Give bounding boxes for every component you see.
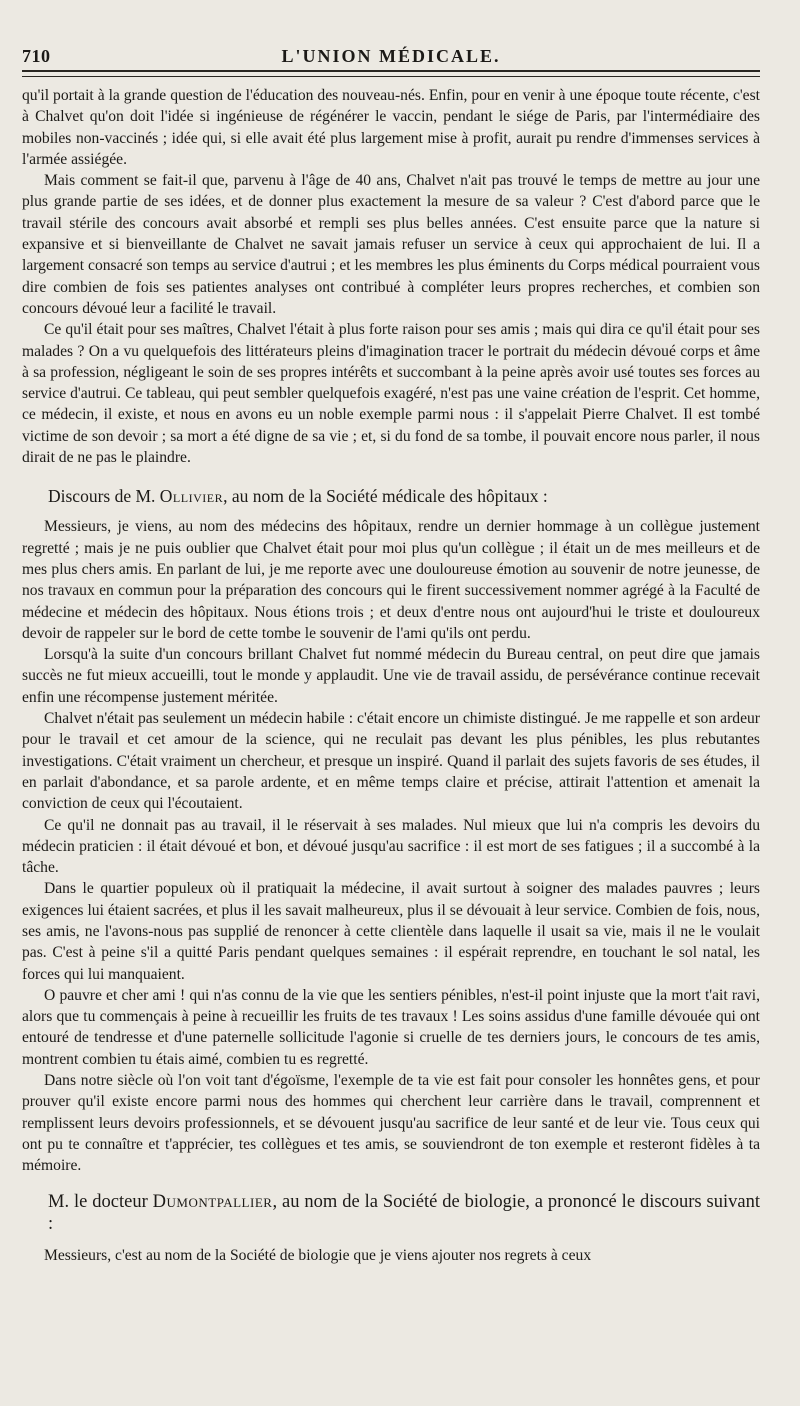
speaker-name: Dumontpallier [152, 1191, 273, 1212]
paragraph: O pauvre et cher ami ! qui n'as connu de la vie que les sentiers pénibles, n'est-il point injuste que la mort t'ait ravi, alors que tu commençais à peine à recueillir les fruits de tes travaux ! Les soins assidus d'une famille dévouée qui ont entouré de tendresse et d'une paternelle sollicitude l'agonie si cruelle de tes derniers jours, le concours de tes amis, montrent combien tu étais aimé, combien tu es regretté. [22, 986, 760, 1068]
header-rule [22, 76, 760, 77]
section-heading-prefix: M. le docteur [48, 1191, 153, 1212]
paragraph: Messieurs, c'est au nom de la Société de biologie que je viens ajouter nos regrets à ceux [44, 1246, 592, 1264]
paragraph: Mais comment se fait-il que, parvenu à l'âge de 40 ans, Chalvet n'ait pas trouvé le temps de mettre au jour une plus grande partie de ses idées, et de donner plus exactement la mesure de sa valeur ? C'est d'abord parce que le travail stérile des concours avait absorbé et rempli ses plus belles années. C'est ensuite parce que la nature si expansive et si bienveillante de Chalvet ne savait jamais refuser un service à ceux qui approchaient de lui. Il a largement consacré son temps au service d'autrui ; et les membres les plus éminents du Corps médical pourraient vous dire combien de fois ses patientes analyses ont contribué à compléter leurs propres recherches, et combien son concours dévoué leur a facilité le travail. [22, 172, 760, 317]
running-title: L'UNION MÉDICALE. [281, 46, 501, 66]
paragraph: Dans le quartier populeux où il pratiquait la médecine, il avait surtout à soigner des malades pauvres ; leurs exigences lui étaient sacrées, et plus il les savait malheureux, plus il se dévouait à leur service. Combien de fois, nous, ses amis, ne l'avons-nous pas supplié de renoncer à cette clientèle dans laquelle il usait sa vie, mais il ne le voulait pas. C'est à peine s'il a quitté Paris pendant quelques semaines : il espérait reprendre, en touchant le sol natal, les forces qui lui manquaient. [22, 880, 760, 983]
paragraph: Chalvet n'était pas seulement un médecin habile : c'était encore un chimiste distingué. Je me rappelle et son ardeur pour le travail et cet amour de la science, qui ne reculait pas devant les plus pénibles, les plus rebutantes investigations. C'était vraiment un chercheur, et presque un inspiré. Quand il parlait des sujets favoris de ses études, il en parlait d'abondance, et sa parole ardente, et en même temps claire et précise, attirait l'attention et amenait la conviction de ceux qui l'écoutaient. [22, 710, 760, 813]
paragraph: Ce qu'il ne donnait pas au travail, il le réservait à ses malades. Nul mieux que lui n'a compris les devoirs du médecin praticien : il était dévoué et bon, et dévoué jusqu'au sacrifice : il est mort de ses fatigues ; il a succombé à la tâche. [22, 816, 760, 877]
page-number: 710 [22, 46, 51, 66]
paragraph: qu'il portait à la grande question de l'éducation des nouveau-nés. Enfin, pour en venir à une époque toute récente, c'est à Chalvet qu'on doit l'idée si ingénieuse de régénérer le vaccin, pendant le siége de Paris, par l'intermédiaire des mobiles non-vaccinés ; idée qui, si elle avait été plus largement mise à profit, aurait pu rendre d'immenses services à l'armée assiégée. [22, 87, 760, 168]
paragraph: Dans notre siècle où l'on voit tant d'égoïsme, l'exemple de ta vie est fait pour consoler les honnêtes gens, et pour prouver qu'il existe encore parmi nous des hommes qui cherchent leur carrière dans le travail, comprennent et remplissent leurs devoirs professionnels, et se dévouent jusqu'au sacrifice de leur santé et de leur vie. Tous ceux qui ont pu te connaître et t'apprécier, tes collègues et tes amis, se souviendront de ton exemple et resteront fidèles à ta mémoire. [22, 1072, 760, 1175]
section-heading-prefix: Discours de M. [48, 486, 160, 507]
page-header [22, 40, 760, 72]
paragraph: Messieurs, je viens, au nom des médecins des hôpitaux, rendre un dernier hommage à un collègue justement regretté ; mais je ne puis oublier que Chalvet était pour moi plus qu'un collègue ; il était un de mes meilleurs et de mes plus chers amis. En parlant de lui, je me reporte avec une douloureuse émotion au souvenir de notre jeunesse, de nos travaux en commun pour la préparation des concours qui le firent successivement nommer agrégé à la Faculté de médecine et médecin des hôpitaux. Nous étions trois ; et deux d'entre nous ont aujourd'hui le triste et douloureux devoir de rappeler sur le bord de cette tombe le souvenir de l'ami qu'ils ont perdu. [22, 518, 760, 642]
section-heading-suffix: , au nom de la Société médicale des hôpitaux : [223, 486, 548, 507]
paragraph: Lorsqu'à la suite d'un concours brillant Chalvet fut nommé médecin du Bureau central, on peut dire que jamais succès ne fut mieux accueilli, tout le monde y applaudit. Une vie de travail assidu, de persévérance continue recevait enfin une récompense justement méritée. [22, 646, 760, 706]
speaker-name: Ollivier [159, 486, 224, 507]
paragraph: Ce qu'il était pour ses maîtres, Chalvet l'était à plus forte raison pour ses amis ; mais qui dira ce qu'il était pour ses malades ? On a vu quelquefois des littérateurs pleins d'imagination tracer le portrait du médecin dévoué corps et âme à sa profession, négligeant le soin de ses propres intérêts et succombant à la peine après avoir usé toutes ses forces au service d'autrui. Ce tableau, qui peut sembler quelquefois exagéré, n'est pas une vaine création de l'esprit. Cet homme, ce médecin, il existe, et nous en avons eu un noble exemple parmi nous : il s'appelait Pierre Chalvet. Il est tombé victime de son devoir ; sa mort a été digne de sa vie ; et, si du fond de sa tombe, il pouvait encore nous parler, il nous dirait de ne pas le plaindre. [22, 321, 760, 467]
body-text [22, 85, 760, 1266]
section-heading-ollivier [48, 484, 760, 508]
section-heading-dumontpallier [48, 1191, 760, 1235]
section-heading-suffix: , au nom de la Société de biologie, a prononcé le discours suivant : [48, 1191, 760, 1234]
